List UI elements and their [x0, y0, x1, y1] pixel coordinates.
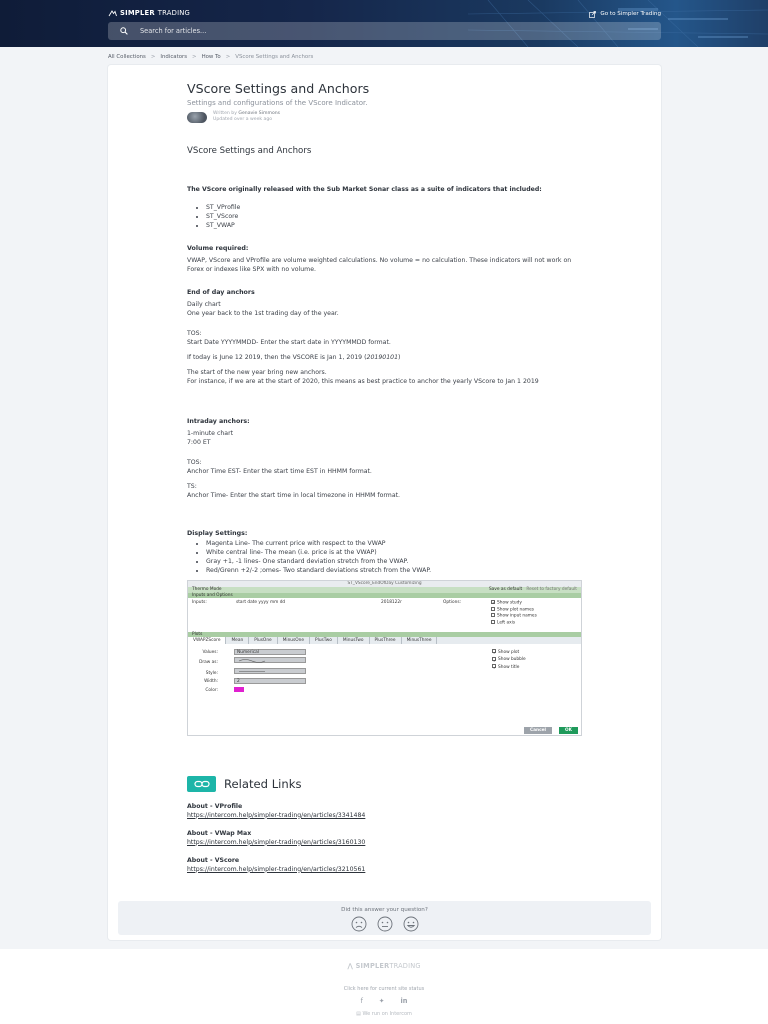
- article-title: VScore Settings and Anchors: [187, 81, 370, 96]
- thermo-mode-label: Thermo Mode: [192, 586, 222, 592]
- plot-settings-row: [188, 644, 581, 698]
- eod-line1: Daily chart: [187, 300, 221, 308]
- site-logo[interactable]: [108, 9, 190, 19]
- save-default-label: Save as default: [488, 586, 523, 592]
- intro-text: The VScore originally released with the Sub Market Sonar class as a suite of indicators that included:: [187, 185, 542, 193]
- footer-logo-text: SIMPLER: [355, 962, 390, 970]
- linkedin-icon[interactable]: in: [400, 996, 408, 1005]
- tab-plustwo: PlusTwo: [310, 637, 338, 644]
- option-item: [491, 620, 537, 627]
- option-item: [491, 600, 537, 607]
- go-to-site-label: Go to Simpler Trading: [600, 11, 661, 17]
- options-label: Options:: [443, 599, 462, 605]
- inputs-label: Inputs:: [192, 599, 207, 605]
- volume-heading: Volume required:: [187, 244, 249, 252]
- eod-tos-label: TOS:: [187, 329, 202, 337]
- article: [187, 81, 582, 874]
- option-label: Show study: [497, 600, 522, 606]
- search-input[interactable]: [140, 27, 620, 35]
- list-item: • ST_VScore: [206, 213, 582, 222]
- breadcrumb: [108, 54, 313, 62]
- eod-line2: One year back to the 1st trading day of the year.: [187, 309, 339, 317]
- plot-tabs: [188, 637, 581, 644]
- related-link-url[interactable]: https://intercom.help/simpler-trading/en/articles/3210561: [187, 865, 366, 873]
- intraday-tos-label: TOS:: [187, 458, 202, 466]
- intraday-tos-text: Anchor Time EST- Enter the start time EST in HHMM format.: [187, 467, 372, 475]
- plot-option: [492, 649, 526, 657]
- checkbox-checked-icon: ✓: [493, 651, 497, 657]
- line-solid-icon: [237, 669, 267, 674]
- screenshot-window-title: ST_VScore_EndOfDay Customizing: [188, 581, 581, 587]
- list-item: • ST_VWAP: [206, 222, 582, 231]
- intercom-icon: ▤: [356, 1011, 361, 1018]
- inputs-section-label: Inputs and Options: [188, 593, 581, 598]
- article-card: [108, 65, 661, 940]
- drawas-label: Draw as:: [199, 660, 218, 666]
- color-setting: [192, 687, 492, 696]
- plot-options: [492, 649, 526, 696]
- intraday-ts-label: TS:: [187, 482, 197, 490]
- eod-tos-text: Start Date YYYYMMDD- Enter the start date in YYYYMMDD format.: [187, 338, 391, 346]
- site-status-link[interactable]: Click here for current site status: [343, 985, 425, 992]
- tab-plusthree: PlusThree: [370, 637, 402, 644]
- screenshot-defaults: [489, 587, 577, 593]
- option-item: [491, 613, 537, 620]
- intraday-heading: Intraday anchors:: [187, 417, 250, 425]
- facebook-icon[interactable]: f: [360, 996, 363, 1005]
- intercom-credit[interactable]: [0, 1011, 768, 1018]
- breadcrumb-indicators[interactable]: Indicators: [160, 54, 188, 60]
- inputs-row: [188, 598, 581, 632]
- neutral-face-icon[interactable]: [377, 916, 393, 932]
- avatar: [187, 112, 207, 123]
- tab-minusone: MinusOne: [278, 637, 310, 644]
- drawas-value: [234, 657, 306, 663]
- logo-mark-icon: [108, 10, 117, 17]
- list-item: • Magenta Line- The current price with respect to the VWAP: [206, 540, 582, 549]
- width-label: Width:: [204, 679, 218, 685]
- style-setting: [192, 668, 492, 679]
- search-bar[interactable]: [108, 22, 661, 40]
- footer-logo-mark-icon: ⋀: [347, 962, 354, 970]
- display-heading: Display Settings:: [187, 529, 248, 537]
- intraday-ts-text: Anchor Time- Enter the start time in local timezone in HHMM format.: [187, 491, 401, 499]
- plot-option-label: Show bubble: [498, 657, 526, 663]
- search-icon: [120, 27, 128, 35]
- ok-button: OK: [559, 727, 578, 734]
- breadcrumb-current: VScore Settings and Anchors: [235, 54, 314, 60]
- eod-example-date: 20190101: [366, 353, 399, 361]
- chevron-right-icon: >: [225, 54, 231, 60]
- related-link-url[interactable]: https://intercom.help/simpler-trading/en/articles/3160130: [187, 838, 366, 846]
- style-label: Style:: [205, 670, 218, 676]
- list-item: • ST_VProfile: [206, 204, 582, 213]
- checkbox-checked-icon: ✓: [493, 658, 497, 664]
- social-links: [0, 997, 768, 1007]
- logo-text: SIMPLER: [120, 9, 155, 17]
- width-setting: [192, 678, 492, 687]
- feedback-question: Did this answer your question?: [341, 907, 428, 913]
- plot-option-label: Show plot: [498, 649, 520, 655]
- width-value: 2: [234, 678, 306, 684]
- eod-example-end: ): [398, 353, 401, 361]
- article-subtitle: Settings and configurations of the VScore Indicator.: [187, 99, 368, 108]
- input-value: 2018122r: [381, 599, 402, 605]
- eod-p2: For instance, if we are at the start of 2020, this means as best practice to anchor the yearly VScore to Jan 1 2019: [187, 377, 539, 385]
- drawas-setting: [192, 657, 492, 668]
- chevron-right-icon: >: [150, 54, 156, 60]
- checkbox-checked-icon: ✓: [492, 600, 496, 606]
- indicator-suite-list: [187, 204, 582, 231]
- feedback-box: [118, 901, 651, 935]
- eod-p1: The start of the new year bring new anchors.: [187, 368, 327, 376]
- line-style-icon: [237, 658, 267, 663]
- plot-settings: [192, 649, 492, 696]
- display-settings-list: [187, 540, 582, 576]
- option-item: [491, 607, 537, 614]
- plot-option: [492, 664, 526, 672]
- external-link-icon: [589, 11, 596, 18]
- section-heading: VScore Settings and Anchors: [187, 146, 312, 157]
- options-list: [491, 600, 537, 630]
- related-link-url[interactable]: https://intercom.help/simpler-trading/en/articles/3341484: [187, 811, 366, 819]
- eod-example: [187, 354, 582, 363]
- link-icon: [187, 776, 216, 792]
- option-label: Left axis: [497, 620, 516, 626]
- values-label: Values:: [202, 649, 218, 655]
- magenta-swatch: [234, 687, 244, 692]
- related-link-label: About - VScore: [187, 856, 240, 864]
- option-label: Show input names: [497, 613, 537, 619]
- volume-text: VWAP, VScore and VProfile are volume weighted calculations. No volume = no calculation. These indicators will not work on Forex or indexes like SPX with no volume.: [187, 256, 572, 273]
- author-info: [187, 111, 582, 123]
- checkbox-checked-icon: ✓: [493, 666, 497, 672]
- site-footer: [0, 949, 768, 1024]
- checkbox-icon: [491, 613, 495, 617]
- twitter-icon[interactable]: ✦: [378, 996, 385, 1005]
- tab-plusone: PlusOne: [249, 637, 278, 644]
- values-setting: [192, 649, 492, 658]
- author-meta: [213, 111, 280, 123]
- intraday-line2: 7:00 ET: [187, 438, 211, 446]
- reaction-buttons: [118, 916, 651, 932]
- plot-option-label: Show title: [498, 664, 520, 670]
- related-link-label: About - VWap Max: [187, 829, 252, 837]
- option-label: Show plot names: [497, 607, 534, 612]
- settings-screenshot[interactable]: [187, 580, 582, 736]
- values-value: Numerical: [234, 649, 306, 655]
- checkbox-icon: [491, 620, 495, 624]
- go-to-site-link[interactable]: [589, 10, 661, 18]
- tab-minusthree: MinusThree: [402, 637, 438, 644]
- checkbox-icon: [491, 607, 495, 611]
- written-by-label: Written by: [213, 111, 237, 117]
- reset-default-label: Reset to factory default: [526, 586, 577, 592]
- related-link-label: About - VProfile: [187, 802, 243, 810]
- input-name: start date yyyy mm dd: [236, 599, 286, 605]
- related-links-header: [187, 776, 582, 793]
- list-item: • Gray +1, -1 lines- One standard deviation stretch from the VWAP.: [206, 558, 582, 567]
- intercom-credit-label: We run on Intercom: [362, 1011, 412, 1018]
- color-label: Color:: [205, 687, 218, 693]
- plots-section-label: Plots: [188, 632, 581, 637]
- eod-example-text: If today is June 12 2019, then the VSCORE is Jan 1, 2019 (: [187, 353, 367, 361]
- footer-logo[interactable]: [0, 962, 768, 972]
- tab-vwapzscore: VWAPZScore: [188, 637, 226, 644]
- plot-option: [492, 656, 526, 664]
- list-item: • Red/Grenn +2/-2 ;omes- Two standard deviations stretch from the VWAP.: [206, 567, 582, 576]
- cancel-button: Cancel: [524, 727, 552, 734]
- eod-heading: End of day anchors: [187, 288, 255, 296]
- breadcrumb-all-collections[interactable]: All Collections: [108, 54, 146, 60]
- sad-face-icon[interactable]: [351, 916, 367, 932]
- list-item: • White central line- The mean (i.e. price is at the VWAP): [206, 549, 582, 558]
- logo-text-thin: TRADING: [157, 9, 191, 17]
- related-links-title: Related Links: [224, 776, 302, 791]
- updated-label: Updated over a week ago: [213, 117, 273, 123]
- tab-minustwo: MinusTwo: [338, 637, 370, 644]
- author-name: Genavie Simmons: [238, 111, 281, 117]
- tab-mean: Mean: [226, 637, 249, 644]
- site-header: [0, 0, 768, 47]
- footer-logo-text-thin: TRADING: [389, 962, 421, 970]
- intraday-line1: 1-minute chart: [187, 429, 234, 437]
- style-value: [234, 668, 306, 674]
- chevron-right-icon: >: [192, 54, 197, 60]
- breadcrumb-how-to[interactable]: How To: [201, 54, 221, 60]
- happy-face-icon[interactable]: [403, 916, 419, 932]
